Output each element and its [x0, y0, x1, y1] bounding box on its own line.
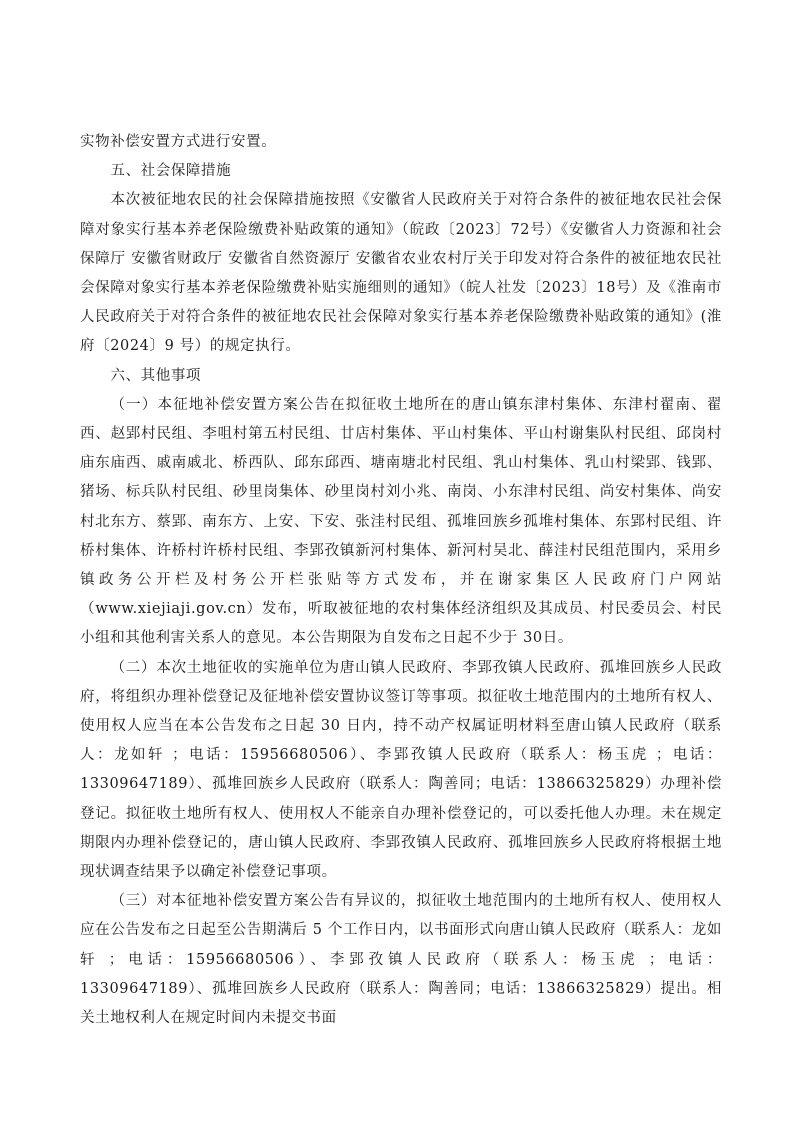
document-body [80, 128, 722, 1033]
section-heading-social-security: 五、社会保障措施 [110, 163, 232, 180]
section-heading-other-matters: 六、其他事项 [110, 367, 202, 384]
other-matters-item-2: （二）本次土地征收的实施单位为唐山镇人民政府、李郢孜镇人民政府、孤堆回族乡人民政府，将组织办理补偿登记及征地补偿安置协议签订等事项。拟征收土地范围内的土地所有权人、使用权人应当在本公告发布之日起 30 日内，持不动产权属证明材料至唐山镇人民政府（联系人：龙如轩 ；电话：15956680506）、李郢孜镇人民政府（联系人：杨玉虎 ；电话：13309647189）、孤堆回族乡人民政府（联系人：陶善同；电话：13866325829）办理补偿登记。拟征收土地所有权人、使用权人不能亲自办理补偿登记的，可以委托他人办理。未在规定期限内办理补偿登记的，唐山镇人民政府、李郢孜镇人民政府、孤堆回族乡人民政府将根据土地现状调查结果予以确定补偿登记事项。 [80, 659, 722, 881]
social-security-paragraph: 本次被征地农民的社会保障措施按照《安徽省人民政府关于对符合条件的被征地农民社会保障对象实行基本养老保险缴费补贴政策的通知》（皖政〔2023〕72号）《安徽省人力资源和社会保障厅 安徽省财政厅 安徽省自然资源厅 安徽省农业农村厅关于印发对符合条件的被征地农民社会保障对象实行基本养老保险缴费补贴实施细则的通知》（皖人社发〔2023〕18号）及《淮南市人民政府关于对符合条件的被征地农民社会保障对象实行基本养老保险缴费补贴政策的通知》(淮府〔2024〕9 号）的规定执行。 [80, 192, 722, 355]
other-matters-item-1: （一）本征地补偿安置方案公告在拟征收土地所在的唐山镇东津村集体、东津村翟南、翟西、赵郢村民组、李咀村第五村民组、廿店村集体、平山村集体、平山村谢集队村民组、邱岗村庙东庙西、戚南戚北、桥西队、邱东邱西、塘南塘北村民组、乳山村集体、乳山村梁郢、钱郢、猪场、标兵队村民组、砂里岗集体、砂里岗村刘小兆、南岗、小东津村民组、尚安村集体、尚安村北东方、蔡郢、南东方、上安、下安、张洼村民组、孤堆回族乡孤堆村集体、东郢村民组、许桥村集体、许桥村许桥村民组、李郢孜镇新河村集体、新河村吴北、薛洼村民组范围内，采用乡镇政务公开栏及村务公开栏张贴等方式发布，并在谢家集区人民政府门户网站（www.xiejiaji.gov.cn）发布，听取被征地的农村集体经济组织及其成员、村民委员会、村民小组和其他利害关系人的意见。本公告期限为自发布之日起不少于 30日。 [80, 396, 722, 647]
other-matters-item-3: （三）对本征地补偿安置方案公告有异议的，拟征收土地范围内的土地所有权人、使用权人应在公告发布之日起至公告期满后 5 个工作日内，以书面形式向唐山镇人民政府（联系人：龙如轩 ；电话：15956680506）、李郢孜镇人民政府（联系人：杨玉虎 ；电话：13309647189）、孤堆回族乡人民政府（联系人：陶善同；电话：13866325829）提出。相关土地权利人在规定时间内未提交书面 [80, 893, 722, 1027]
continuation-paragraph: 实物补偿安置方式进行安置。 [80, 134, 277, 150]
